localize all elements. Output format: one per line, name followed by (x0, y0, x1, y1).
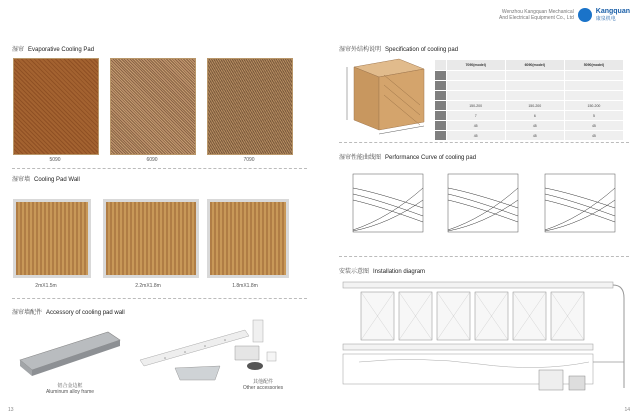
table-cell: 7 (446, 111, 505, 121)
section-title-cn: 湿帘性能曲线图 (339, 155, 382, 161)
performance-curve-chart (339, 168, 434, 243)
page-number: 13 (8, 407, 14, 413)
pad-label: 7090 (243, 157, 255, 163)
table-cell (564, 71, 623, 81)
table-row (435, 81, 624, 91)
installation-diagram (339, 278, 631, 408)
table-cell: 150-200 (505, 101, 564, 111)
section-title-en: Cooling Pad Wall (34, 177, 80, 183)
divider (12, 298, 307, 299)
section-title-installation (339, 266, 425, 275)
right-page (319, 0, 638, 417)
table-cell (435, 81, 447, 91)
table-cell: 45 (446, 131, 505, 141)
other-label-cn: 其他配件 (252, 379, 273, 385)
table-cell (505, 91, 564, 101)
wall-label: 1.8mX1.8m (232, 283, 258, 289)
table-cell: 45 (505, 121, 564, 131)
table-cell (435, 71, 447, 81)
table-cell (435, 111, 447, 121)
frame-label-en: Aluminum alloy frame (45, 389, 95, 395)
cooling-pad-block-diagram (344, 55, 434, 135)
pad-label: 5090 (49, 157, 61, 163)
table-cell (435, 101, 447, 111)
cooling-pad-wall-image (103, 199, 199, 278)
table-row (435, 91, 624, 101)
section-title-cn: 湿帘墙配件 (12, 310, 43, 316)
table-cell: 5 (564, 111, 623, 121)
pad-label: 6090 (146, 157, 158, 163)
table-cell: 45 (446, 121, 505, 131)
section-title-cn: 湿帘墙 (12, 177, 31, 183)
table-cell (435, 121, 447, 131)
other-accessories-image (135, 318, 285, 383)
table-header-cell (435, 60, 447, 71)
section-title-cn: 安装示意图 (339, 269, 370, 275)
cooling-pad-7090-image (207, 58, 293, 155)
performance-curve-chart (531, 168, 626, 243)
table-header-row (435, 60, 624, 71)
cooling-pad-6090-image (110, 58, 196, 155)
wall-label: 2mX1.5m (35, 283, 57, 289)
aluminum-frame-image (18, 330, 123, 385)
frame-label-cn: 铝合金边框 (57, 383, 83, 389)
company-line-1: Wenzhou Kangquan Mechanical (501, 9, 574, 15)
table-row (435, 111, 624, 121)
section-title-cn: 湿帘外结构说明 (339, 47, 382, 53)
section-title-accessories (12, 307, 125, 316)
table-cell (505, 81, 564, 91)
logo (596, 8, 630, 22)
table-row (435, 71, 624, 81)
section-title-cn: 湿帘 (12, 47, 25, 53)
logo-text: Kangquan (595, 8, 630, 15)
table-header-cell: 5090(model) (564, 60, 623, 71)
table-cell (446, 81, 505, 91)
company-line-2: And Electrical Equipment Co., Ltd (499, 15, 574, 21)
section-title-en: Evaporative Cooling Pad (28, 47, 95, 53)
table-cell: 6 (505, 111, 564, 121)
table-row (435, 101, 624, 111)
table-row (435, 131, 624, 141)
table-cell: 45 (564, 121, 623, 131)
table-cell (505, 71, 564, 81)
table-header-cell: 6090(model) (505, 60, 564, 71)
section-title-en: Specification of cooling pad (385, 47, 459, 53)
page-number: 14 (624, 407, 630, 413)
table-cell: 150-200 (564, 101, 623, 111)
other-label-en: Other accessories (242, 385, 284, 391)
table-cell (446, 91, 505, 101)
table-cell: 45 (505, 131, 564, 141)
table-cell: 150-200 (446, 101, 505, 111)
section-title-cooling-pad (12, 44, 94, 53)
table-cell (564, 81, 623, 91)
divider (12, 168, 307, 169)
divider (339, 256, 629, 257)
section-title-specification (339, 44, 458, 53)
logo-icon (578, 8, 592, 22)
table-cell (446, 71, 505, 81)
section-title-en: Installation diagram (373, 269, 426, 275)
table-header-cell: 7090(model) (446, 60, 505, 71)
section-title-en: Performance Curve of cooling pad (385, 155, 477, 161)
cooling-pad-wall-image (13, 199, 91, 278)
table-cell (435, 91, 447, 101)
section-title-cooling-pad-wall (12, 174, 80, 183)
table-cell: 45 (564, 131, 623, 141)
divider (339, 142, 629, 143)
table-row (435, 121, 624, 131)
table-cell (564, 91, 623, 101)
performance-curve-chart (434, 168, 529, 243)
company-name (499, 9, 574, 21)
wall-label: 2.2mX1.8m (135, 283, 161, 289)
table-cell (435, 131, 447, 141)
section-title-en: Accessory of cooling pad wall (46, 310, 125, 316)
logo-cn: 康泉机电 (595, 16, 616, 22)
section-title-performance (339, 152, 476, 161)
cooling-pad-wall-image (207, 199, 289, 278)
specification-table (434, 59, 624, 141)
cooling-pad-5090-image (13, 58, 99, 155)
company-header (499, 8, 630, 22)
